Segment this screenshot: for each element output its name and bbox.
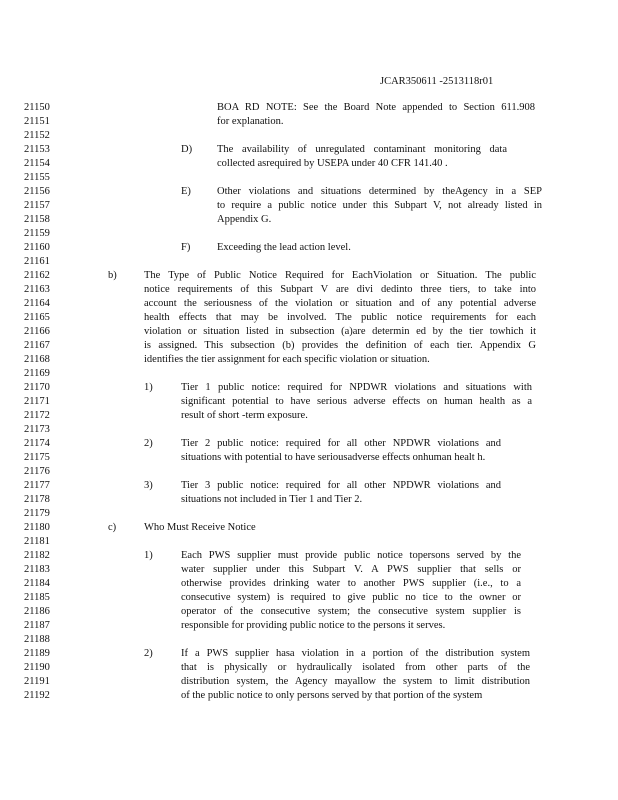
text-line: Each PWS supplier must provide public notice topersons served by the xyxy=(181,550,521,561)
line-number: 21184 xyxy=(24,578,50,589)
text-line: result of short -term exposure. xyxy=(181,410,308,421)
text-line: notice requirements of this Subpart V are divi dedinto three tiers, to take into xyxy=(144,284,536,295)
line-number: 21182 xyxy=(24,550,50,561)
text-line: Tier 1 public notice: required for NPDWR violations and situations with xyxy=(181,382,532,393)
line-number: 21176 xyxy=(24,466,50,477)
text-line: If a PWS supplier hasa violation in a portion of the distribution system xyxy=(181,648,530,659)
line-number: 21185 xyxy=(24,592,50,603)
line-number: 21154 xyxy=(24,158,50,169)
line-number: 21167 xyxy=(24,340,50,351)
line-number: 21183 xyxy=(24,564,50,575)
item-label: 2) xyxy=(144,648,153,659)
line-number: 21172 xyxy=(24,410,50,421)
text-line: water supplier under this Subpart V. A PWS supplier that sells or xyxy=(181,564,521,575)
text-line: distribution system, the Agency mayallow the system to limit distribution xyxy=(181,676,530,687)
text-line: Exceeding the lead action level. xyxy=(217,242,351,253)
text-line: consecutive system) is required to give public no tice to the owner or xyxy=(181,592,521,603)
item-label: 3) xyxy=(144,480,153,491)
text-line: The Type of Public Notice Required for EachViolation or Situation. The public xyxy=(144,270,536,281)
line-number: 21160 xyxy=(24,242,50,253)
text-line: Other violations and situations determined by theAgency in a SEP xyxy=(217,186,542,197)
line-number: 21186 xyxy=(24,606,50,617)
line-number: 21168 xyxy=(24,354,50,365)
item-label: c) xyxy=(108,522,117,533)
line-number: 21161 xyxy=(24,256,50,267)
line-number: 21157 xyxy=(24,200,50,211)
line-number: 21163 xyxy=(24,284,50,295)
line-number: 21165 xyxy=(24,312,50,323)
text-line: otherwise provides drinking water to another PWS supplier (i.e., to a xyxy=(181,578,521,589)
line-number: 21158 xyxy=(24,214,50,225)
line-number: 21192 xyxy=(24,690,50,701)
line-number: 21169 xyxy=(24,368,50,379)
line-number: 21173 xyxy=(24,424,50,435)
line-number: 21191 xyxy=(24,676,50,687)
text-line: operator of the consecutive system; the consecutive system supplier is xyxy=(181,606,521,617)
line-number: 21153 xyxy=(24,144,50,155)
item-label: 1) xyxy=(144,382,153,393)
text-line: account the seriousness of the violation or situation and of any potential adverse xyxy=(144,298,536,309)
text-line: Who Must Receive Notice xyxy=(144,522,256,533)
line-number: 21164 xyxy=(24,298,50,309)
line-number: 21171 xyxy=(24,396,50,407)
text-line: situations with potential to have seriousadverse effects onhuman healt h. xyxy=(181,452,486,463)
item-label: E) xyxy=(181,186,191,197)
text-line: is assigned. This subsection (b) provides the definition of each tier. Appendix G xyxy=(144,340,536,351)
line-number: 21177 xyxy=(24,480,50,491)
text-line: responsible for providing public notice to the persons it serves. xyxy=(181,620,446,631)
line-number: 21178 xyxy=(24,494,50,505)
line-number: 21150 xyxy=(24,102,50,113)
item-label: 1) xyxy=(144,550,153,561)
text-line: Appendix G. xyxy=(217,214,272,225)
item-label: F) xyxy=(181,242,191,253)
line-number: 21162 xyxy=(24,270,50,281)
line-number: 21181 xyxy=(24,536,50,547)
text-line: violation or situation listed in subsection (a)are determin ed by the tier towhich it xyxy=(144,326,536,337)
line-number: 21187 xyxy=(24,620,50,631)
line-number: 21152 xyxy=(24,130,50,141)
text-line: The availability of unregulated contaminant monitoring data xyxy=(217,144,507,155)
item-label: 2) xyxy=(144,438,153,449)
line-number: 21151 xyxy=(24,116,50,127)
line-number: 21190 xyxy=(24,662,50,673)
text-line: for explanation. xyxy=(217,116,284,127)
line-number: 21156 xyxy=(24,186,50,197)
line-number: 21155 xyxy=(24,172,50,183)
line-number: 21189 xyxy=(24,648,50,659)
line-number: 21159 xyxy=(24,228,50,239)
text-line: health effects that may be involved. The public notice requirements for each xyxy=(144,312,536,323)
text-line: Tier 3 public notice: required for all other NPDWR violations and xyxy=(181,480,501,491)
text-line: BOA RD NOTE: See the Board Note appended to Section 611.908 xyxy=(217,102,535,113)
document-header: JCAR350611 -2513118r01 xyxy=(380,76,494,87)
line-number: 21188 xyxy=(24,634,50,645)
item-label: b) xyxy=(108,270,117,281)
line-number: 21166 xyxy=(24,326,50,337)
text-line: of the public notice to only persons served by that portion of the system xyxy=(181,690,483,701)
text-line: Tier 2 public notice: required for all other NPDWR violations and xyxy=(181,438,501,449)
text-line: to require a public notice under this Subpart V, not already listed in xyxy=(217,200,542,211)
text-line: significant potential to have serious adverse effects on human health as a xyxy=(181,396,532,407)
line-number: 21175 xyxy=(24,452,50,463)
line-number: 21174 xyxy=(24,438,50,449)
line-number: 21179 xyxy=(24,508,50,519)
text-line: that is physically or hydraulically isolated from other parts of the xyxy=(181,662,530,673)
item-label: D) xyxy=(181,144,193,155)
text-line: identifies the tier assignment for each specific violation or situation. xyxy=(144,354,430,365)
text-line: collected asrequired by USEPA under 40 CFR 141.40 . xyxy=(217,158,448,169)
text-line: situations not included in Tier 1 and Tier 2. xyxy=(181,494,363,505)
line-number: 21170 xyxy=(24,382,50,393)
line-number: 21180 xyxy=(24,522,50,533)
